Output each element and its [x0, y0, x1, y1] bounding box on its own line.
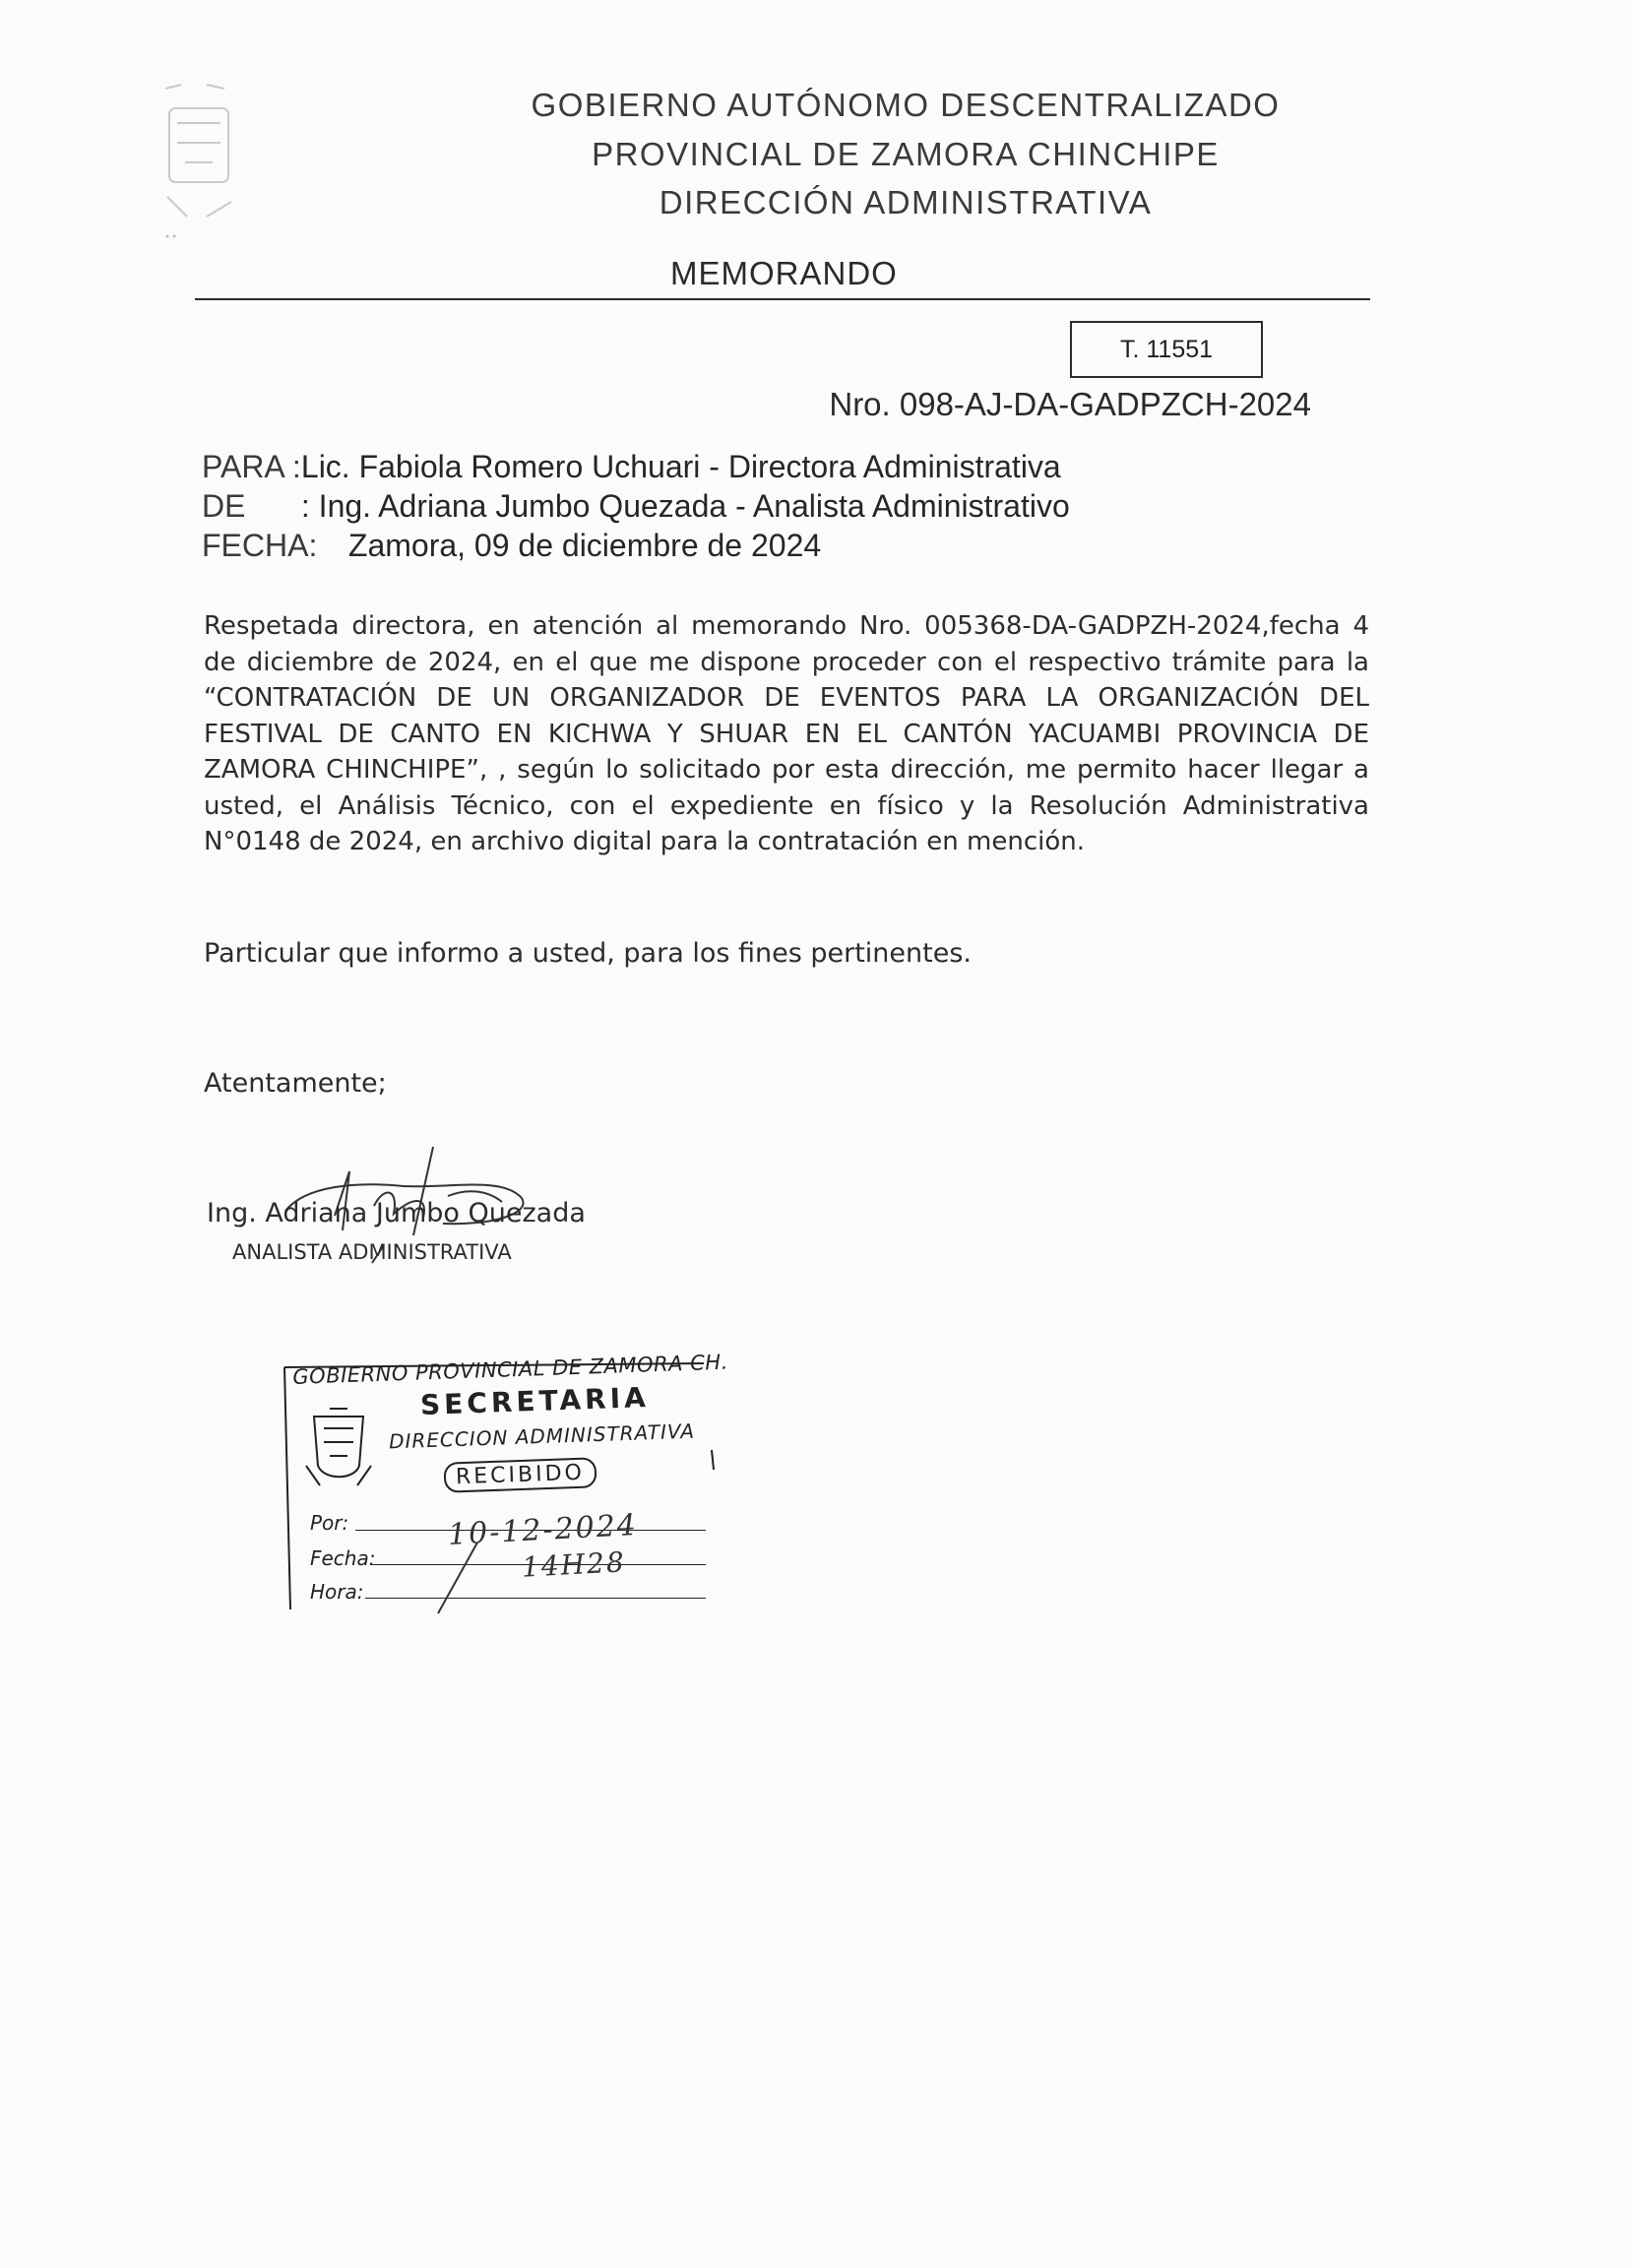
stamp-por-label: Por:: [310, 1511, 349, 1535]
stamp-emblem-icon: [300, 1407, 377, 1495]
to-value: Lic. Fabiola Romero Uchuari - Directora Administrativa: [300, 449, 1061, 484]
stamp-handwritten-time: 14H28: [521, 1545, 627, 1584]
date-label: FECHA:: [202, 528, 318, 563]
memo-number: Nro. 098-AJ-DA-GADPZCH-2024: [829, 386, 1311, 422]
from-row: [202, 488, 1070, 525]
stamp-pen-stroke: [428, 1539, 487, 1617]
stamp-organization: GOBIERNO PROVINCIAL DE ZAMORA CH.: [292, 1350, 729, 1389]
stamp-office: SECRETARIA: [419, 1380, 651, 1422]
stamp-status: RECIBIDO: [444, 1457, 597, 1492]
to-label: PARA :: [202, 449, 301, 484]
header-department: DIRECCIÓN ADMINISTRATIVA: [659, 184, 1153, 220]
reception-stamp: [281, 1350, 729, 1617]
date-row: [202, 528, 821, 564]
tracking-box: T. 11551: [1070, 321, 1263, 378]
stamp-handwritten-date: 10-12-2024: [447, 1507, 639, 1553]
stamp-department: DIRECCION ADMINISTRATIVA: [388, 1418, 696, 1454]
stamp-hora-line: [365, 1598, 706, 1599]
from-value: : Ing. Adriana Jumbo Quezada - Analista Administrativo: [300, 488, 1070, 524]
stamp-hora-label: Hora:: [310, 1580, 364, 1604]
header-province: PROVINCIAL DE ZAMORA CHINCHIPE: [592, 136, 1220, 172]
institution-logo: [148, 69, 256, 246]
to-row: [202, 449, 1061, 485]
closing-line: Particular que informo a usted, para los fines pertinentes.: [204, 938, 972, 969]
date-value: Zamora, 09 de diciembre de 2024: [347, 528, 822, 563]
signatory-role: ANALISTA ADMINISTRATIVA: [232, 1240, 512, 1264]
stamp-fecha-label: Fecha:: [310, 1546, 376, 1570]
signatory-name: Ing. Adriana Jumbo Quezada: [207, 1198, 586, 1228]
document-type: MEMORANDO: [670, 255, 898, 291]
regards-line: Atentamente;: [204, 1068, 387, 1099]
body-paragraph: Respetada directora, en atención al memorando Nro. 005368-DA-GADPZH-2024,fecha 4 de diciembre de 2024, en el que me dispone proceder con el respectivo trámite para la “CONTRATACIÓN DE UN ORGANIZADOR DE EVENTOS PARA LA ORGANIZACIÓN DEL FESTIVAL DE CANTO EN KICHWA Y SHUAR EN EL CANTÓN YACUAMBI PROVINCIA DE ZAMORA CHINCHIPE”, , según lo solicitado por esta dirección, me permito hacer llegar a usted, el Análisis Técnico, con el expediente en físico y la Resolución Administrativa N°0148 de 2024, en archivo digital para la contratación en mención.: [204, 611, 1369, 856]
header-divider: [195, 298, 1370, 300]
from-label: DE: [202, 488, 246, 524]
header-institution: GOBIERNO AUTÓNOMO DESCENTRALIZADO: [531, 87, 1281, 123]
